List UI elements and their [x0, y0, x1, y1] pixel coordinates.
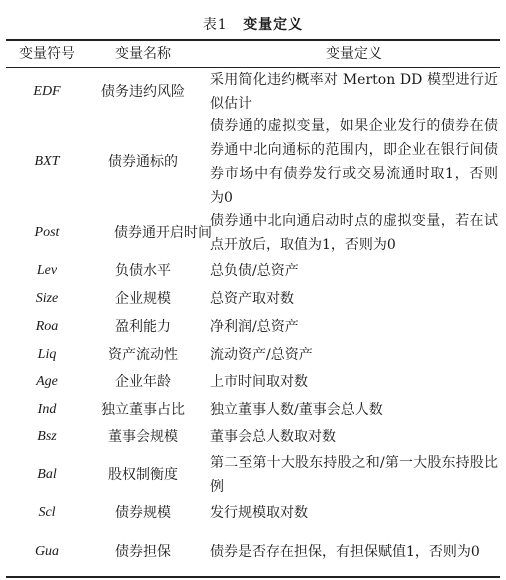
- table-caption: [0, 14, 506, 34]
- table-row: [6, 69, 500, 115]
- table-row: [6, 500, 500, 526]
- variable-name: 债券担保: [115, 543, 171, 560]
- variable-name: 企业年龄: [115, 374, 171, 390]
- variable-symbol: Lev: [36, 263, 58, 278]
- variable-symbol: BXT: [34, 154, 60, 169]
- variable-symbol: Gua: [34, 543, 60, 559]
- variable-definition: 上市时间取对数: [210, 374, 308, 390]
- table-row: [6, 423, 500, 451]
- variable-definition: 债券是否存在担保，有担保赋值1，否则为0: [210, 543, 480, 560]
- bottom-rule: [6, 576, 500, 578]
- variable-definition: 独立董事人数/董事会总人数: [210, 401, 383, 418]
- variable-definition: 总负债/总资产: [210, 263, 299, 279]
- table-row: [6, 369, 500, 395]
- variable-name: 债券通标的: [108, 154, 178, 170]
- table-row: [6, 285, 500, 313]
- variable-definition: 第二至第十大股东持股之和/第一大股东持股比例: [210, 455, 498, 495]
- variable-symbol: Roa: [35, 319, 59, 334]
- variable-name: 独立董事占比: [101, 401, 185, 418]
- variable-name: 债券通开启时间: [114, 225, 212, 241]
- variable-symbol: EDF: [33, 84, 61, 99]
- table-row: [6, 259, 500, 283]
- variable-name: 债券规模: [115, 505, 171, 521]
- variable-definition: 净利润/总资产: [210, 319, 299, 335]
- variable-name: 盈利能力: [115, 319, 171, 335]
- variable-symbol: Liq: [37, 347, 57, 362]
- table-row: [6, 313, 500, 341]
- variable-definition: 总资产取对数: [210, 291, 294, 307]
- variable-symbol: Age: [36, 374, 58, 389]
- table-row: [6, 451, 500, 499]
- variable-definition: 发行规模取对数: [210, 505, 308, 521]
- table-title: 变量定义: [243, 17, 304, 33]
- table-row: [6, 208, 500, 258]
- header-name: 变量名称: [115, 46, 171, 62]
- variable-symbol: Ind: [37, 401, 57, 417]
- variable-symbol: Bsz: [37, 429, 57, 444]
- variable-name: 负债水平: [115, 263, 171, 279]
- table-row: [6, 117, 500, 207]
- variable-symbol: Bal: [37, 467, 57, 482]
- variable-symbol: Size: [35, 291, 59, 306]
- variable-definition: 董事会总人数取对数: [210, 429, 336, 445]
- variable-name: 债务违约风险: [101, 84, 185, 100]
- variable-definition: 债券通的虚拟变量，如果企业发行的债券在债券通中北向通标的范围内，即企业在银行间债券市场中有债券发行或交易流通时取1，否则为0: [210, 118, 498, 206]
- header-symbol: 变量符号: [19, 46, 75, 62]
- variable-name: 资产流动性: [108, 347, 178, 363]
- table-row: [6, 527, 500, 576]
- table-number: 表1: [202, 17, 228, 33]
- variable-definition: 债券通中北向通启动时点的虚拟变量，若在试点开放后，取值为1，否则为0: [210, 213, 498, 253]
- header-definition: 变量定义: [326, 46, 382, 62]
- table-row: [6, 341, 500, 369]
- variable-definition: 采用简化违约概率对 Merton DD 模型进行近似估计: [210, 72, 498, 112]
- table-row: [6, 396, 500, 423]
- variable-symbol: Post: [34, 225, 60, 240]
- variable-definition: 流动资产/总资产: [210, 347, 313, 363]
- top-rule: [6, 39, 500, 41]
- variable-symbol: Scl: [38, 505, 56, 520]
- variable-name: 董事会规模: [108, 429, 178, 445]
- variable-name: 企业规模: [115, 291, 171, 307]
- variable-name: 股权制衡度: [108, 467, 178, 483]
